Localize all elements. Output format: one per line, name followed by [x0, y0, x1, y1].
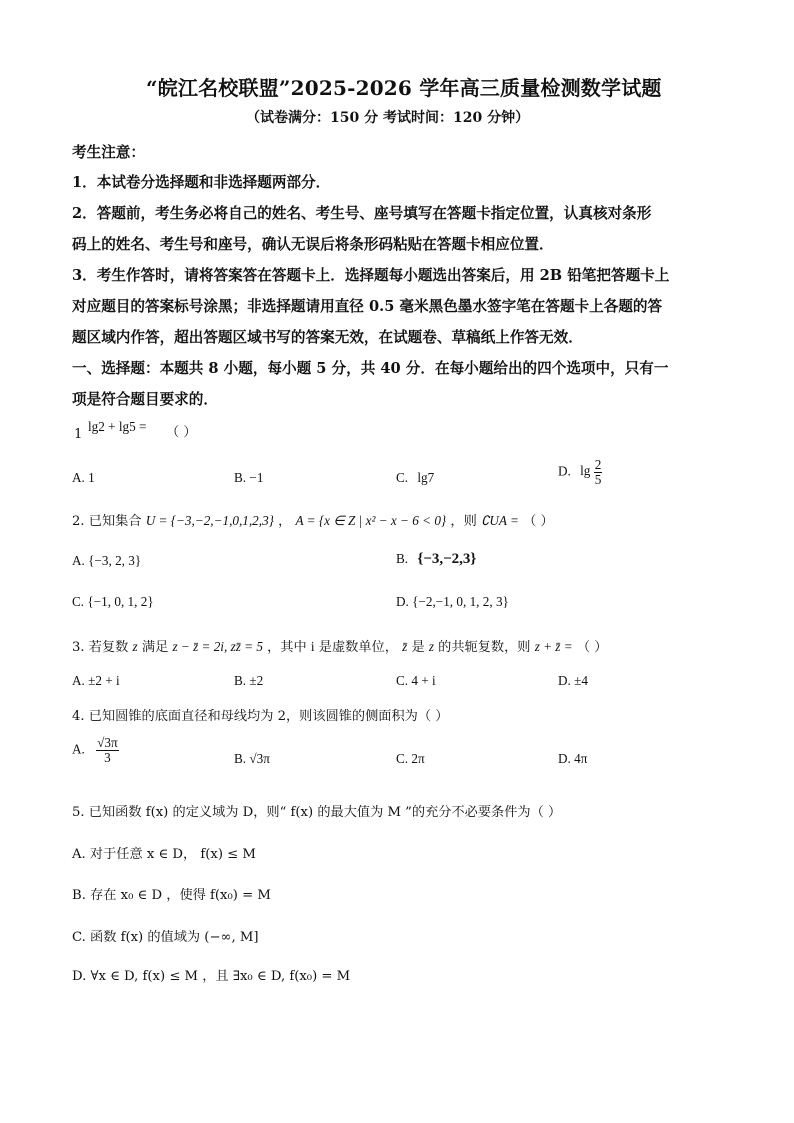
- option-d: [558, 458, 602, 487]
- option-label: D.: [558, 463, 571, 479]
- question-number: 1: [74, 427, 83, 442]
- stem-text: 2. 已知集合: [72, 514, 142, 529]
- question-stem: 5. 已知函数 f(x) 的定义域为 D，则“ f(x) 的最大值为 M ”的充分不必要条件为（ ）: [72, 805, 562, 820]
- math-set-a: A = {x ∈ Z | x² − x − 6 < 0}: [295, 513, 447, 528]
- math-complement: ∁UA =: [480, 513, 519, 528]
- math-var: i: [310, 639, 315, 654]
- stem-text: 满足: [141, 640, 169, 655]
- notice-line: 码上的姓名、考生号和座号，确认无误后将条形码粘贴在答题卡相应位置．: [72, 236, 554, 253]
- option-value: {−3,−2,3}: [417, 551, 477, 567]
- section-heading: 项是符合题目要求的．: [72, 391, 218, 408]
- option-label: A.: [72, 741, 85, 757]
- page-title: “皖江名校联盟”2025-2026 学年高三质量检测数学试题: [146, 76, 662, 100]
- option-label: C.: [396, 470, 409, 485]
- stem-text: ，则: [450, 514, 477, 529]
- stem-text: 是: [411, 640, 425, 655]
- option-c: [396, 470, 434, 486]
- option-c: C. 2π: [396, 751, 425, 766]
- question-stem: [72, 510, 554, 529]
- notice-line: 对应题目的答案标号涂黑；非选择题请用直径 0.5 毫米黑色墨水签字笔在答题卡上各题的答: [72, 298, 663, 315]
- option-a: [72, 736, 119, 765]
- option-b: [396, 551, 476, 568]
- answer-paren: （ ）: [523, 514, 554, 529]
- stem-text: ，: [278, 514, 292, 529]
- option-prefix: lg: [580, 463, 591, 479]
- page-subtitle: （试卷满分：150 分 考试时间：120 分钟）: [246, 110, 530, 126]
- stem-text: 的共轭复数，则: [438, 640, 531, 655]
- math-set-u: U = {−3,−2,−1,0,1,2,3}: [145, 513, 274, 528]
- notice-line: 1．本试卷分选择题和非选择题两部分．: [72, 174, 331, 191]
- option-a: A. ±2 + i: [72, 673, 120, 688]
- notice-line: 2．答题前，考生务必将自己的姓名、考生号、座号填写在答题卡指定位置，认真核对条形: [72, 205, 652, 222]
- notice-line: 题区域内作答，超出答题区域书写的答案无效，在试题卷、草稿纸上作答无效．: [72, 329, 583, 346]
- notice-line: 3．考生作答时，请将答案答在答题卡上．选择题每小题选出答案后，用 2B 铅笔把答题卡上: [72, 267, 670, 284]
- option-value: lg7: [417, 470, 435, 485]
- math-var: z: [132, 639, 138, 654]
- math-expression: z + z̄ =: [534, 639, 573, 654]
- stem-text: ，其中: [267, 640, 307, 655]
- denominator: 5: [594, 471, 602, 487]
- option-a: A. {−3, 2, 3}: [72, 553, 142, 568]
- denominator: 3: [104, 749, 111, 765]
- option-c: C. 4 + i: [396, 673, 436, 688]
- option-d: D. 4π: [558, 751, 588, 766]
- option-c: C. 函数 f(x) 的值域为 (−∞, M]: [72, 930, 259, 945]
- option-b: B. ±2: [234, 673, 264, 688]
- option-a: A. 对于任意 x ∈ D， f(x) ≤ M: [72, 847, 256, 862]
- math-condition: z − z̄ = 2i, zz̄ = 5: [172, 639, 263, 654]
- question-stem: 4. 已知圆锥的底面直径和母线均为 2，则该圆锥的侧面积为（ ）: [72, 709, 449, 724]
- math-var: z̄: [402, 639, 408, 654]
- section-heading: 一、选择题：本题共 8 小题，每小题 5 分，共 40 分．在每小题给出的四个选项中，只有一: [72, 360, 669, 377]
- option-b: B. −1: [234, 470, 264, 485]
- numerator: 2: [594, 457, 602, 472]
- option-label: B.: [396, 551, 409, 566]
- fraction: [96, 736, 119, 765]
- option-b: B. 存在 x₀ ∈ D ，使得 f(x₀) = M: [72, 888, 271, 903]
- option-d: D. ±4: [558, 673, 588, 688]
- stem-text: 是虚数单位，: [318, 640, 398, 655]
- answer-paren: （ ）: [576, 640, 608, 655]
- option-c: C. {−1, 0, 1, 2}: [72, 594, 154, 609]
- question-stem: lg2 + lg5 =: [88, 419, 147, 434]
- fraction: [594, 458, 603, 487]
- math-var: z: [428, 639, 434, 654]
- numerator: √3π: [97, 735, 118, 750]
- option-d: D. {−2,−1, 0, 1, 2, 3}: [396, 594, 509, 609]
- question-stem: [72, 636, 607, 655]
- answer-paren: （ ）: [166, 425, 197, 440]
- notice-heading: 考生注意：: [72, 144, 145, 161]
- stem-text: 3. 若复数: [72, 640, 129, 655]
- option-a: A. 1: [72, 470, 95, 485]
- option-d: D. ∀x ∈ D, f(x) ≤ M ，且 ∃x₀ ∈ D, f(x₀) = M: [72, 969, 351, 984]
- option-b: B. √3π: [234, 751, 270, 766]
